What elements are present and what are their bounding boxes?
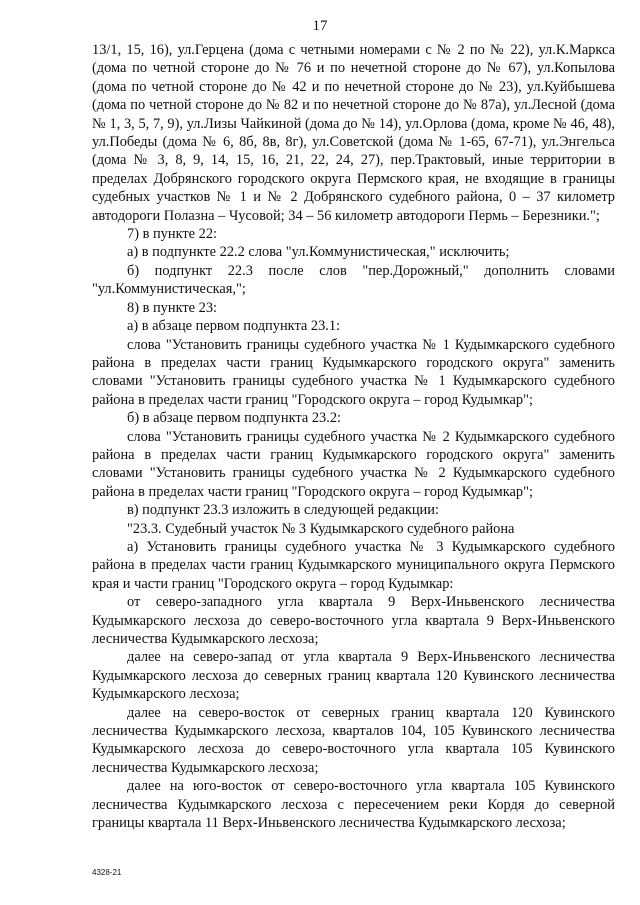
paragraph: а) в подпункте 22.2 слова "ул.Коммунистическая," исключить; — [127, 244, 510, 261]
paragraph: далее на северо-восток от северных границ квартала 120 Кувинского лесничества Кудымкарского лесхоза, кварталов 104, 105 Кувинского лесничества Кудымкарского лесхоза до северо-восточного угла квартала 105 Кувинского лесничества Кудымкарского лесхоза; — [92, 704, 615, 776]
paragraph: слова "Установить границы судебного участка № 2 Кудымкарского судебного района в пределах части границ Кудымкарского городского округа" заменить словами "Установить границы судебного участка № 2 Кудымкарского судебного района в пределах части границ "Городского округа – город Кудымкар"; — [92, 428, 615, 500]
paragraph: слова "Установить границы судебного участка № 1 Кудымкарского судебного района в пределах части границ Кудымкарского городского округа" заменить словами "Установить границы судебного участка № 1 Кудымкарского судебного района в пределах части границ "Городского округа – город Кудымкар"; — [92, 336, 615, 408]
paragraph: в) подпункт 23.3 изложить в следующей редакции: — [127, 502, 439, 519]
paragraph: 7) в пункте 22: — [127, 226, 218, 243]
paragraph: далее на северо-запад от угла квартала 9 Верх-Иньвенского лесничества Кудымкарского лесхоза до северных границ квартала 120 Кувинского лесничества Кудымкарского лесхоза; — [92, 649, 615, 703]
paragraph: 8) в пункте 23: — [127, 299, 218, 316]
paragraph: б) подпункт 22.3 после слов "пер.Дорожный," дополнить словами "ул.Коммунистическая,"; — [92, 262, 615, 298]
document-code: 4328-21 — [92, 868, 122, 877]
paragraph: а) в абзаце первом подпункта 23.1: — [127, 318, 341, 335]
paragraph: б) в абзаце первом подпункта 23.2: — [127, 410, 342, 427]
paragraph: от северо-западного угла квартала 9 Верх-Иньвенского лесничества Кудымкарского лесхоза до северо-восточного угла квартала 9 Верх-Иньвенского лесничества Кудымкарского лесхоза; — [92, 594, 615, 647]
paragraph: а) Установить границы судебного участка № 3 Кудымкарского судебного района в пределах части границ Кудымкарского муниципального округа Пермского края и части границ "Городского округа – город Кудымкар: — [92, 538, 615, 592]
paragraph: "23.3. Судебный участок № 3 Кудымкарского судебного района — [127, 520, 515, 537]
document-body — [92, 41, 615, 832]
page-number: 17 — [312, 18, 328, 34]
paragraph: далее на юго-восток от северо-восточного угла квартала 105 Кувинского лесничества Кудымкарского лесхоза с пересечением реки Кордя до северной границы квартала 11 Верх-Иньвенского лесничества Кудымкарского лесхоза; — [92, 778, 615, 832]
paragraph: 13/1, 15, 16), ул.Герцена (дома с четными номерами с № 2 по № 22), ул.К.Маркса (дома по четной стороне до № 76 и по нечетной стороне до № 67), ул.Копылова (дома по четной стороне до № 42 и по нечетной стороне до № 23), ул.Куйбышева (дома по четной стороне до № 82 и по нечетной стороне до № 87а), ул.Лесной (дома № 1, 3, 5, 7, 9), ул.Лизы Чайкиной (дома до № 14), ул.Орлова (дома, кроме № 46, 48), ул.Победы (дома № 6, 8б, 8в, 8г), ул.Советской (дома № 1-65, 67-71), ул.Энгельса (дома № 3, 8, 9, 14, 15, 16, 21, 22, 24, 27), пер.Трактовый, иные территории в пределах Добрянского городского округа Пермского края, не входящие в границы судебных участков № 1 и № 2 Добрянского судебного района, 0 – 37 километр автодороги Полазна – Чусовой; 34 – 56 километр автодороги Пермь – Березники."; — [92, 42, 615, 224]
